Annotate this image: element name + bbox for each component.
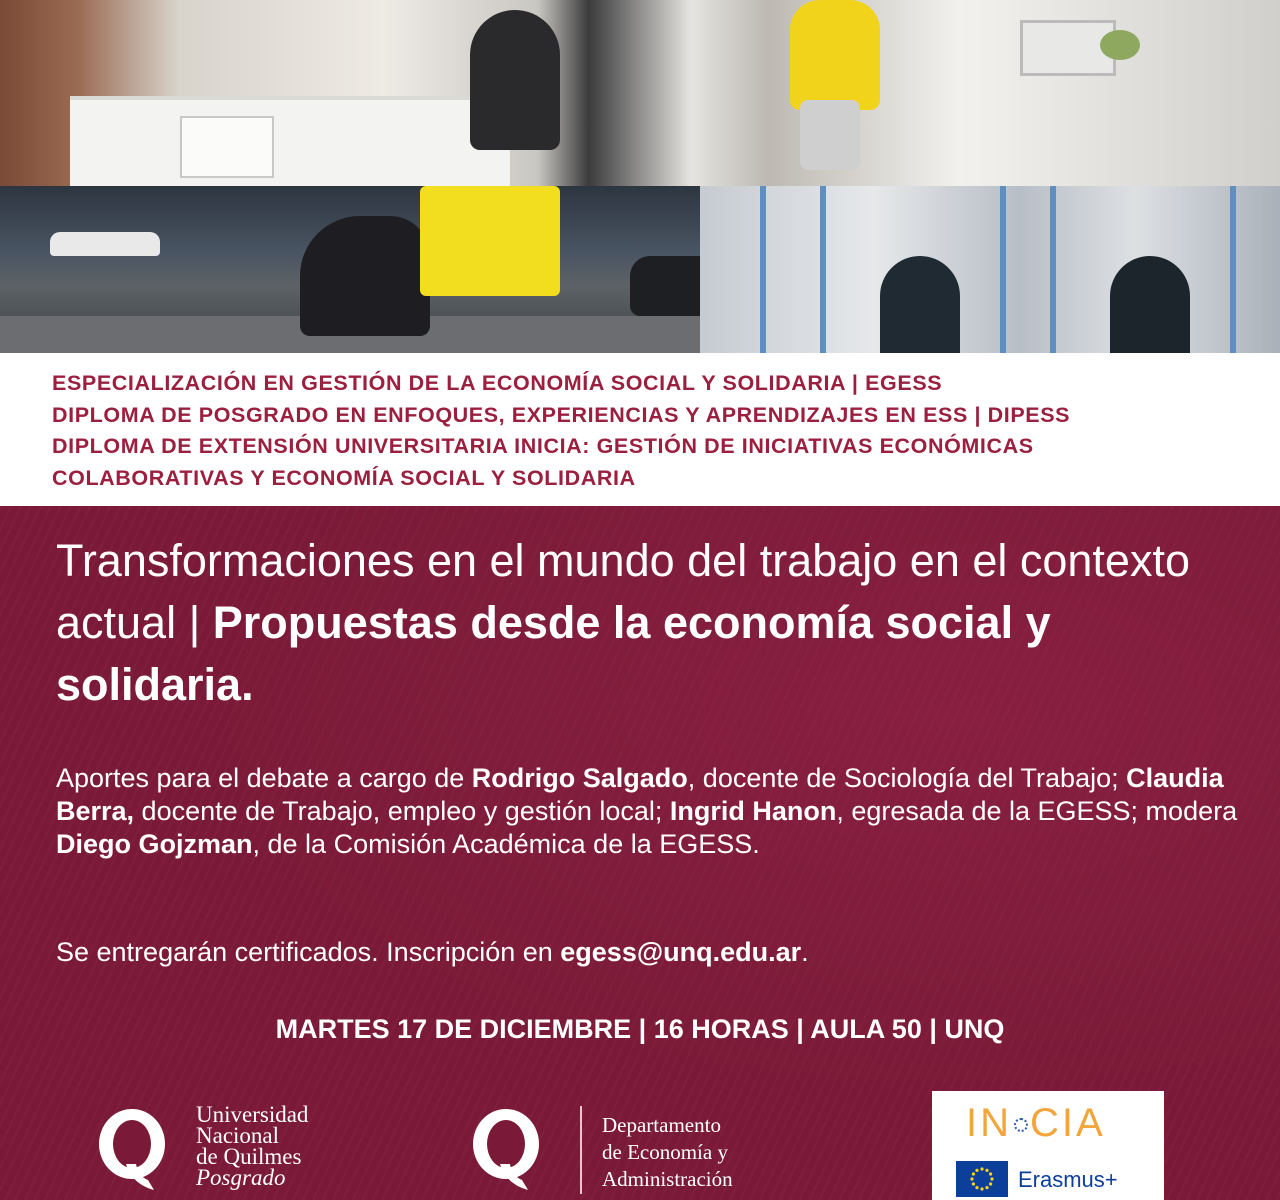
unq-logo-line: Nacional — [196, 1123, 280, 1148]
unq-q-logo-icon — [470, 1106, 542, 1192]
unq-logo-line: de Quilmes — [196, 1144, 302, 1169]
unq-q-logo-icon — [96, 1106, 168, 1192]
speaker-role: docente de Trabajo, empleo y gestión local; — [134, 796, 670, 826]
inicia-wordmark-part: CIA — [1030, 1101, 1106, 1145]
inicia-dotted-i-icon — [1014, 1118, 1028, 1132]
event-date-time-place: MARTES 17 DE DICIEMBRE | 16 HORAS | AULA 50 | UNQ — [275, 1014, 1005, 1044]
registration-email[interactable]: egess@unq.edu.ar — [560, 937, 802, 967]
inicia-wordmark-part: IN — [966, 1101, 1012, 1145]
inicia-wordmark — [966, 1101, 1106, 1146]
department-logo-line: Administración — [602, 1167, 733, 1191]
speaker-name: Rodrigo Salgado — [471, 763, 688, 793]
programs-banner — [0, 353, 1280, 506]
speaker-name: Claudia Berra, — [56, 763, 1224, 826]
speaker-role: , docente de Sociología del Trabajo; — [687, 763, 1127, 793]
speaker-name: Ingrid Hanon — [669, 796, 837, 826]
moderator-role: , de la Comisión Académica de la EGESS. — [252, 829, 760, 859]
unq-posgrado-logo — [96, 1102, 396, 1200]
erasmus-label: Erasmus+ — [1018, 1167, 1118, 1192]
department-logo-line: de Economía y — [602, 1140, 728, 1164]
speakers-intro: Aportes para el debate a cargo de — [56, 763, 472, 793]
program-inicia: DIPLOMA DE EXTENSIÓN UNIVERSITARIA INICIA: GESTIÓN DE INICIATIVAS ECONÓMICAS — [52, 434, 1034, 458]
eu-flag-icon — [956, 1161, 1008, 1197]
speaker-role: , egresada de la EGESS; modera — [836, 796, 1238, 826]
event-title-bold: Propuestas desde la economía social y solidaria. — [56, 597, 1051, 710]
unq-logo-text — [196, 1104, 308, 1188]
registration-text: Se entregarán certificados. Inscripción en — [56, 937, 561, 967]
moderator-name: Diego Gojzman — [56, 829, 253, 859]
event-title-regular: Transformaciones en el mundo del trabajo en el contexto actual | — [56, 535, 1190, 648]
department-logo-line: Departamento — [602, 1113, 721, 1137]
factory-workers-photo — [700, 186, 1280, 353]
main-section — [0, 506, 1280, 1200]
registration-end: . — [801, 937, 809, 967]
program-dipess: DIPLOMA DE POSGRADO EN ENFOQUES, EXPERIENCIAS Y APRENDIZAJES EN ESS | DIPESS — [52, 403, 1071, 427]
delivery-courier-photo — [0, 186, 700, 353]
office-workers-photo — [0, 0, 1280, 186]
inicia-erasmus-logo — [932, 1091, 1164, 1200]
event-title — [56, 530, 1246, 716]
unq-logo-line: Universidad — [196, 1102, 309, 1127]
speakers-paragraph — [56, 762, 1246, 861]
department-logo-text — [602, 1112, 733, 1193]
program-egess: ESPECIALIZACIÓN EN GESTIÓN DE LA ECONOMÍA SOCIAL Y SOLIDARIA | EGESS — [52, 371, 943, 395]
logo-separator — [580, 1106, 582, 1194]
registration-paragraph — [56, 936, 1246, 969]
unq-logo-posgrado: Posgrado — [196, 1165, 286, 1190]
department-logo — [470, 1102, 830, 1200]
program-inicia-continued: COLABORATIVAS Y ECONOMÍA SOCIAL Y SOLIDARIA — [52, 466, 636, 490]
